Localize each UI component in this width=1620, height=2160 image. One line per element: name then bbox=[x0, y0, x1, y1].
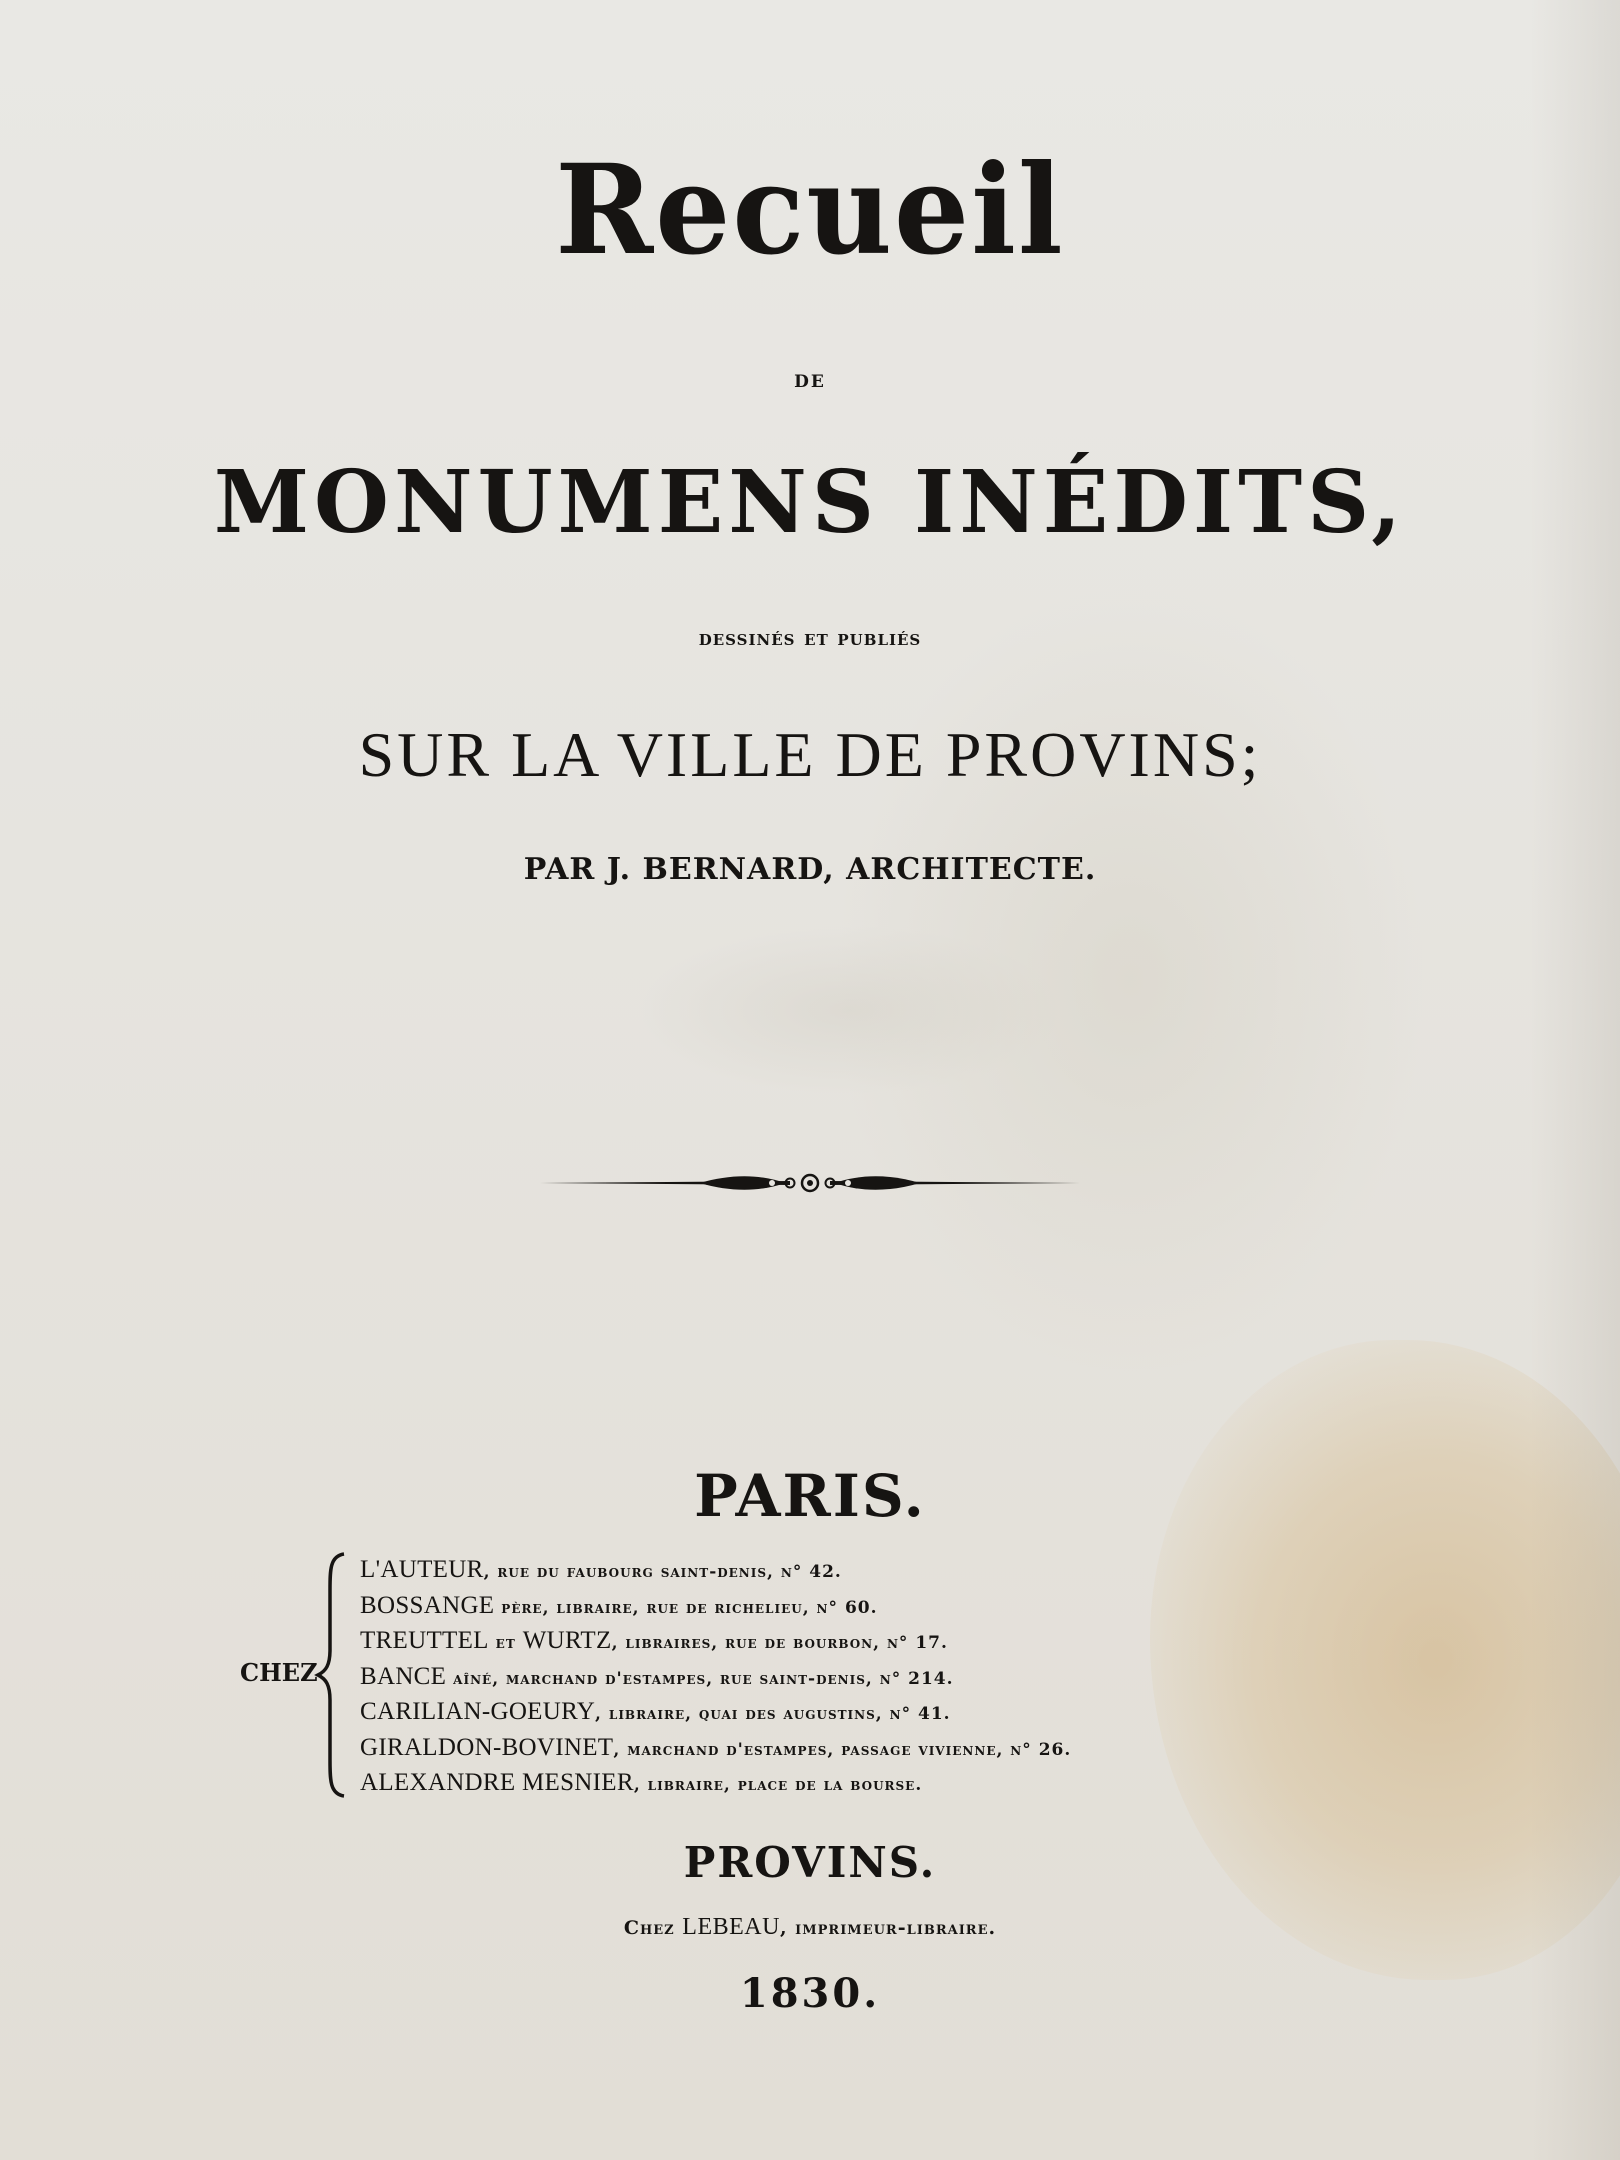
title-recueil: Recueil bbox=[555, 136, 1065, 283]
title-monumens-inedits: MONUMENS INÉDITS, bbox=[213, 452, 1407, 553]
imprint-paris: PARIS. bbox=[694, 1462, 926, 1530]
author-line: PAR J. BERNARD, ARCHITECTE. bbox=[523, 852, 1097, 887]
page-edge-shadow bbox=[1530, 0, 1620, 2160]
title-de: de bbox=[794, 364, 826, 393]
list-item: BANCE aîné, marchand d'estampes, rue saint-denis, n° 214. bbox=[360, 1662, 954, 1690]
list-item: TREUTTEL et WURTZ, libraires, rue de bourbon, n° 17. bbox=[360, 1627, 948, 1654]
list-item: GIRALDON-BOVINET, marchand d'estampes, passage vivienne, n° 26. bbox=[360, 1733, 1072, 1761]
booksellers-list bbox=[360, 1552, 1071, 1801]
curly-brace-icon bbox=[312, 1550, 352, 1800]
printer-line: Chez LEBEAU, imprimeur-libraire. bbox=[623, 1914, 997, 1940]
title-ville-de-provins: SUR LA VILLE DE PROVINS; bbox=[358, 719, 1262, 790]
list-item: L'AUTEUR, rue du faubourg saint-denis, n° 42. bbox=[360, 1556, 842, 1583]
list-item: CARILIAN-GOEURY, libraire, quai des augustins, n° 41. bbox=[360, 1698, 951, 1725]
title-dessines-publies: dessinés et publiés bbox=[698, 625, 922, 651]
list-item: ALEXANDRE MESNIER, libraire, place de la bourse. bbox=[360, 1769, 923, 1796]
chez-label: CHEZ bbox=[240, 1658, 318, 1687]
imprint-provins: PROVINS. bbox=[683, 1838, 937, 1887]
publication-year: 1830. bbox=[739, 1970, 881, 2017]
ornamental-rule-icon bbox=[540, 1168, 1080, 1198]
list-item: BOSSANGE père, libraire, rue de richelieu, n° 60. bbox=[360, 1591, 878, 1619]
